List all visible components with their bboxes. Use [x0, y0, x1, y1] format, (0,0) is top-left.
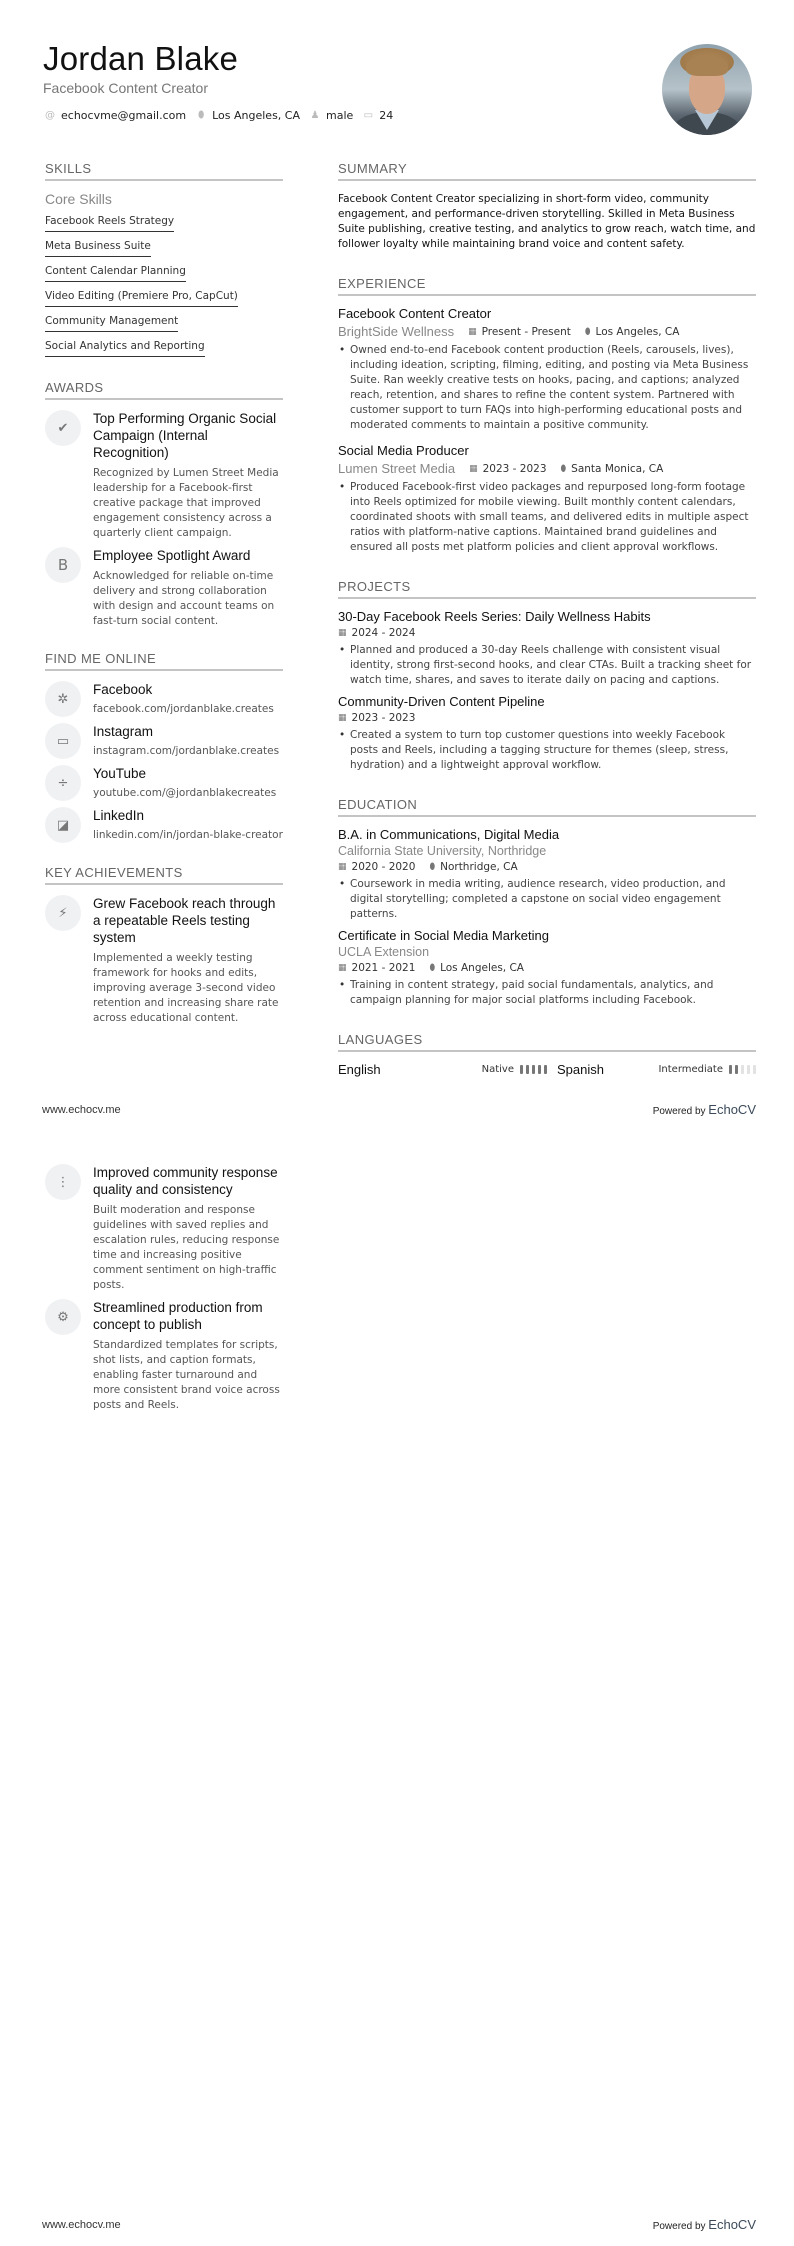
online-label: YouTube [93, 766, 147, 781]
skill-item: Facebook Reels Strategy [45, 212, 174, 232]
job-role: Social Media Producer [338, 443, 469, 458]
job-role: Facebook Content Creator [338, 306, 492, 321]
job-location: Los Angeles, CA [595, 325, 680, 338]
location-pin-icon: ⬮ [560, 463, 567, 474]
project-meta [338, 712, 756, 724]
section-heading: LANGUAGES [338, 1032, 756, 1052]
company-name: Lumen Street Media [338, 461, 456, 476]
age-text: 24 [379, 109, 394, 122]
achievements-section [45, 865, 283, 1026]
experience-section [338, 276, 756, 555]
summary-section [338, 161, 756, 252]
job-dates: Present - Present [481, 325, 571, 338]
calendar-icon: ▦ [338, 963, 347, 973]
right-column [338, 161, 756, 1077]
project-title: 30-Day Facebook Reels Series: Daily Wellness Habits [338, 609, 651, 624]
avatar [662, 44, 752, 135]
at-icon: @ [45, 110, 55, 121]
job-meta [338, 461, 756, 476]
skill-item: Social Analytics and Reporting [45, 337, 205, 357]
online-item[interactable] [45, 807, 283, 843]
youtube-icon: ÷ [45, 765, 81, 801]
language-name: Spanish [557, 1062, 604, 1077]
achievement-title: Grew Facebook reach through a repeatable Reels testing system [93, 896, 276, 945]
company-name: BrightSide Wellness [338, 324, 455, 339]
education-section [338, 797, 756, 1008]
education-meta [338, 962, 756, 974]
achievement-description: Built moderation and response guidelines with saved replies and escalation rules, reducing response time and increasing positive comment sentiment on high-traffic posts. [93, 1204, 280, 1291]
brand-name[interactable]: EchoCV [708, 2217, 756, 2232]
footer-powered-by [653, 2217, 756, 2232]
footer-site-link[interactable]: www.echocv.me [42, 2219, 121, 2231]
language-item [547, 1062, 756, 1077]
achievement-item [45, 1299, 283, 1413]
online-url[interactable]: youtube.com/@jordanblakecreates [93, 787, 277, 799]
languages-section [338, 1032, 756, 1077]
letter-b-icon: B [45, 547, 81, 583]
languages-row [338, 1062, 756, 1077]
footer-site-link[interactable]: www.echocv.me [42, 1104, 121, 1116]
education-meta [338, 861, 756, 873]
powered-by-text: Powered by [652, 1106, 706, 1117]
section-heading: PROJECTS [338, 579, 756, 599]
contact-location [196, 109, 300, 122]
left-column [45, 161, 283, 1026]
online-label: Facebook [93, 682, 153, 697]
achievement-title: Improved community response quality and consistency [93, 1165, 278, 1197]
job-dates: 2023 - 2023 [482, 462, 547, 475]
skill-item: Video Editing (Premiere Pro, CapCut) [45, 287, 238, 307]
lightning-icon: ⚡ [45, 895, 81, 931]
language-item [338, 1062, 547, 1077]
summary-text: Facebook Content Creator specializing in short-form video, community engagement, and performance-driven storytelling. Skilled in Meta Business Suite publishing, creative testing, and analytics to grow reach, watch time, and follower loyalty while maintaining brand voice and content safety. [338, 193, 756, 250]
linkedin-icon: ◪ [45, 807, 81, 843]
job-bullet: • Produced Facebook-first video packages and repurposed long-form footage into Reels optimized for mobile viewing. Built monthly content calendars, coordinated shoots with small teams, and delivered edits in multiple aspect ratios with platform-native captions. Maintained brand guidelines and ensured all posts met platform policies and client approval workflows. [350, 480, 756, 555]
degree: B.A. in Communications, Digital Media [338, 827, 560, 842]
achievement-title: Streamlined production from concept to publish [93, 1300, 263, 1332]
avatar-hair [686, 56, 728, 76]
level-bar [747, 1065, 750, 1074]
education-dates: 2021 - 2021 [351, 962, 416, 974]
calendar-icon: ▦ [338, 628, 347, 638]
job-bullet: • Owned end-to-end Facebook content production (Reels, carousels, lives), including ideation, scripting, filming, editing, and posting via Meta Business Suite. Ran weekly creative tests on hooks, pacing, and captions; analyzed reach, retention, and shares to refine the content system. Partnered with customer support to turn FAQs into high-performing educational posts and moderated comments to maintain a positive community. [350, 343, 756, 433]
check-badge-icon: ✔ [45, 410, 81, 446]
calendar-icon: ▦ [468, 326, 477, 337]
language-level-bars [729, 1065, 756, 1074]
level-bar [532, 1065, 535, 1074]
resume-page-2 [0, 1140, 794, 2246]
school: California State University, Northridge [338, 844, 547, 858]
online-item[interactable] [45, 765, 283, 801]
footer-powered-by [653, 1102, 756, 1117]
level-bar [538, 1065, 541, 1074]
degree: Certificate in Social Media Marketing [338, 928, 549, 943]
project-dates: 2023 - 2023 [351, 712, 416, 724]
award-title: Employee Spotlight Award [93, 548, 251, 563]
project-entry [338, 609, 756, 688]
calendar-icon: ▦ [338, 713, 347, 723]
school: UCLA Extension [338, 945, 430, 959]
award-title: Top Performing Organic Social Campaign (Internal Recognition) [93, 411, 277, 460]
achievement-description: Standardized templates for scripts, shot lists, and caption formats, enabling faster turnaround and more consistent brand voice across posts and Reels. [93, 1339, 280, 1411]
skill-item: Meta Business Suite [45, 237, 151, 257]
contact-age [363, 109, 393, 122]
section-heading: KEY ACHIEVEMENTS [45, 865, 283, 885]
project-dates: 2024 - 2024 [351, 627, 416, 639]
award-description: Acknowledged for reliable on-time delivery and strong collaboration with design and account teams on fast-turn social content. [93, 570, 275, 627]
education-dates: 2020 - 2020 [351, 861, 416, 873]
award-description: Recognized by Lumen Street Media leadership for a Facebook-first creative package that improved engagement consistency across a quarterly client campaign. [93, 467, 279, 539]
education-bullet: • Training in content strategy, paid social fundamentals, analytics, and campaign planning for major social platforms including Facebook. [350, 978, 756, 1008]
section-heading: EXPERIENCE [338, 276, 756, 296]
project-bullet: • Created a system to turn top customer questions into weekly Facebook posts and Reels, including a tagging structure for themes (sleep, stress, hydration) and a lightweight approval workflow. [350, 728, 756, 773]
section-heading: SUMMARY [338, 161, 756, 181]
location-pin-icon: ⬮ [197, 110, 205, 121]
location-pin-icon: ⬮ [429, 963, 436, 973]
skill-item: Community Management [45, 312, 178, 332]
level-bar [520, 1065, 523, 1074]
gear-icon: ⚙ [45, 1299, 81, 1335]
section-heading: SKILLS [45, 161, 283, 181]
gender-text: male [326, 109, 354, 122]
education-location: Northridge, CA [440, 861, 518, 873]
contact-gender [310, 109, 353, 122]
achievement-description: Implemented a weekly testing framework for hooks and edits, improving average 3-second video retention and increasing share rate across educational content. [93, 952, 279, 1024]
level-bar [729, 1065, 732, 1074]
skill-item: Content Calendar Planning [45, 262, 186, 282]
language-name: English [338, 1062, 381, 1077]
experience-entry [338, 306, 756, 433]
section-heading: EDUCATION [338, 797, 756, 817]
email-text: echocvme@gmail.com [61, 109, 187, 122]
achievement-item [45, 895, 283, 1026]
language-level: Intermediate [658, 1064, 723, 1075]
achievement-item [45, 1164, 283, 1293]
online-url[interactable]: instagram.com/jordanblake.creates [93, 745, 280, 757]
calendar-icon: ▭ [363, 110, 374, 121]
location-pin-icon: ⬮ [429, 862, 436, 872]
job-location: Santa Monica, CA [571, 462, 664, 475]
online-url[interactable]: facebook.com/jordanblake.creates [93, 703, 274, 715]
job-meta [338, 324, 756, 339]
contact-email[interactable] [45, 109, 186, 122]
powered-by-text: Powered by [652, 2221, 706, 2232]
award-item [45, 410, 283, 541]
award-item [45, 547, 283, 629]
project-meta [338, 627, 756, 639]
education-entry [338, 928, 756, 1008]
level-bar [753, 1065, 756, 1074]
project-entry [338, 694, 756, 773]
online-url[interactable]: linkedin.com/in/jordan-blake-creator [93, 829, 283, 841]
language-level-bars [520, 1065, 547, 1074]
location-pin-icon: ⬮ [584, 326, 591, 337]
projects-section [338, 579, 756, 773]
level-bar [741, 1065, 744, 1074]
online-item[interactable] [45, 723, 283, 759]
language-level: Native [481, 1064, 514, 1075]
project-title: Community-Driven Content Pipeline [338, 694, 545, 709]
left-column-continued [45, 1164, 283, 1413]
project-bullet: • Planned and produced a 30-day Reels challenge with consistent visual identity, strong first-second hooks, and clear CTAs. Built a tracking sheet for watch time, shares, and saves to iterate daily on pacing and captions. [350, 643, 756, 688]
online-label: LinkedIn [93, 808, 145, 823]
calendar-icon: ▦ [338, 862, 347, 872]
contact-line [45, 109, 393, 122]
education-entry [338, 827, 756, 922]
skills-subheading: Core Skills [45, 191, 112, 207]
facebook-icon: ✲ [45, 681, 81, 717]
dots-vertical-icon: ⋮ [45, 1164, 81, 1200]
location-text: Los Angeles, CA [212, 109, 301, 122]
online-label: Instagram [93, 724, 154, 739]
skills-section [45, 161, 283, 357]
level-bar [735, 1065, 738, 1074]
brand-name[interactable]: EchoCV [708, 1102, 756, 1117]
level-bar [526, 1065, 529, 1074]
education-location: Los Angeles, CA [440, 962, 524, 974]
section-heading: FIND ME ONLINE [45, 651, 283, 671]
instagram-icon: ▭ [45, 723, 81, 759]
experience-entry [338, 443, 756, 555]
person-icon: ♟ [310, 110, 320, 121]
calendar-icon: ▦ [469, 463, 478, 474]
candidate-name: Jordan Blake [43, 40, 239, 77]
online-section [45, 651, 283, 843]
awards-section [45, 380, 283, 629]
education-bullet: • Coursework in media writing, audience research, video production, and digital storytelling; completed a capstone on social video engagement patterns. [350, 877, 756, 922]
online-item[interactable] [45, 681, 283, 717]
candidate-title: Facebook Content Creator [43, 80, 208, 96]
section-heading: AWARDS [45, 380, 283, 400]
